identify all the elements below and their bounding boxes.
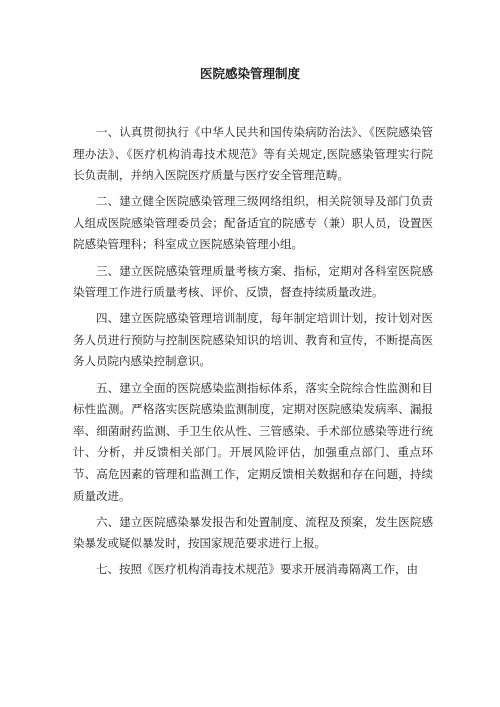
paragraph-4: 四、建立医院感染管理培训制度，每年制定培训计划，按计划对医务人员进行预防与控制医院感染知识的培训、教育和宣传，不断提高医务人员院内感染控制意识。 <box>73 311 433 369</box>
paragraph-1: 一、认真贯彻执行《中华人民共和国传染病防治法》、《医院感染管理办法》、《医疗机构消毒技术规范》等有关规定,医院感染管理实行院长负责制，并纳入医院医疗质量与医疗安全管理范畴。 <box>73 125 433 183</box>
paragraph-3: 三、建立医院感染管理质量考核方案、指标，定期对各科室医院感染管理工作进行质量考核、评价、反馈，督查持续质量改进。 <box>73 263 433 300</box>
paragraph-7: 七、按照《医疗机构消毒技术规范》要求开展消毒隔离工作，由 <box>96 562 418 577</box>
document-title: 医院感染管理制度 <box>199 66 300 81</box>
paragraph-5: 五、建立全面的医院感染监测指标体系，落实全院综合性监测和目标性监测。严格落实医院感染监测制度，定期对医院感染发病率、漏报率、细菌耐药监测、手卫生依从性、三管感染、手术部位感染等进行统计、分析，并反馈相关部门。开展风险评估，加强重点部门、重点环节、高危因素的管理和监测工作，定期反馈相关数据和存在问题，持续质量改进。 <box>73 380 433 503</box>
document-body <box>73 122 433 585</box>
paragraph-6: 六、建立医院感染暴发报告和处置制度、流程及预案，发生医院感染暴发或疑似暴发时，按国家规范要求进行上报。 <box>73 514 433 551</box>
paragraph-2: 二、建立健全医院感染管理三级网络组织，相关院领导及部门负责人组成医院感染管理委员会；配备适宜的院感专（兼）职人员，设置医院感染管理科；科室成立医院感染管理小组。 <box>73 194 433 252</box>
